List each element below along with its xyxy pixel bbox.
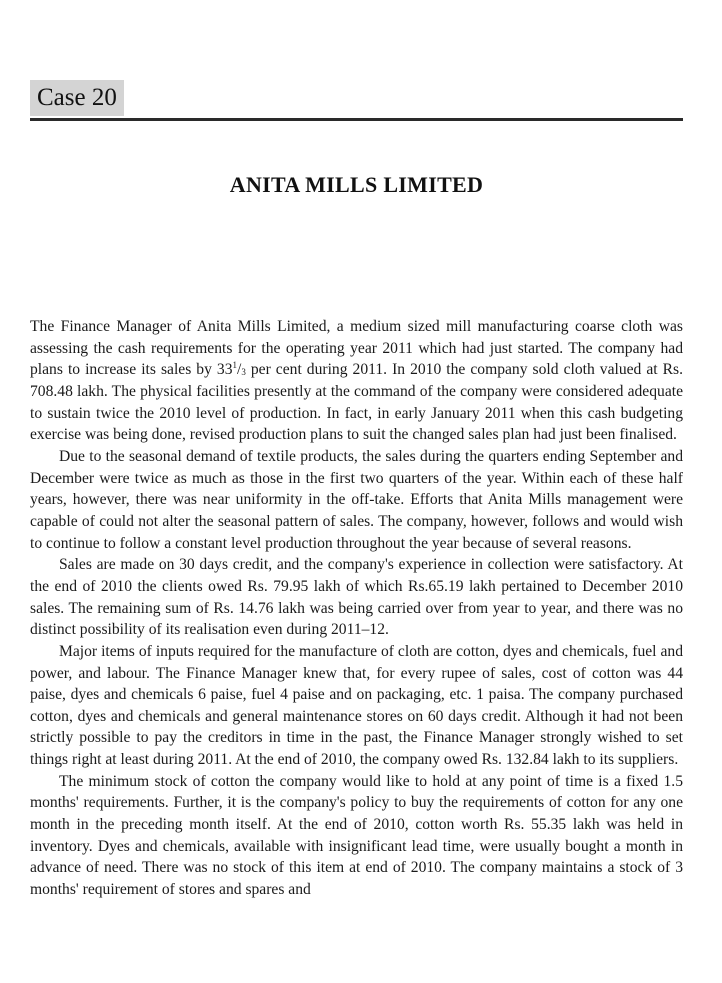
case-title: ANITA MILLS LIMITED xyxy=(229,172,484,197)
fraction-numerator: 1 xyxy=(232,360,237,371)
paragraph-5: The minimum stock of cotton the company would like to hold at any point of time is a fixed 1.5 months' requirements. Further, it is the company's policy to buy the requirements of cotton for any one month in the preceding month itself. At the end of 2010, cotton worth Rs. 55.35 lakh was held in inventory. Dyes and chemicals, available with insignificant lead time, were usually bought a month in advance of need. There was no stock of this item at end of 2010. The company maintains a stock of 3 months' requirement of stores and spares and xyxy=(30,772,683,899)
paragraph-4: Major items of inputs required for the manufacture of cloth are cotton, dyes and chemicals, fuel and power, and labour. The Finance Manager knew that, for every rupee of sales, cost of cotton was 44 paise, dyes and chemicals 6 paise, fuel 4 paise and on packaging, etc. 1 paisa. The company purchased cotton, dyes and chemicals and general maintenance stores on 60 days credit. Although it had not been strictly possible to pay the creditors in time in the past, the Finance Manager strongly wished to set things right at least during 2011. At the end of 2010, the company owed Rs. 132.84 lakh to its suppliers. xyxy=(30,642,683,769)
paragraph-2: Due to the seasonal demand of textile products, the sales during the quarters ending September and December were twice as much as those in the first two quarters of the year. Within each of these half years, however, there was near uniformity in the off-take. Efforts that Anita Mills management were capable of could not alter the seasonal pattern of sales. The company, however, follows and would wish to continue to follow a constant level production throughout the year because of several reasons. xyxy=(30,447,683,552)
paragraph-3: Sales are made on 30 days credit, and the company's experience in collection were satisfactory. At the end of 2010 the clients owed Rs. 79.95 lakh of which Rs.65.19 lakh pertained to December 2010 sales. The remaining sum of Rs. 14.76 lakh was being carried over from year to year, and there was no distinct possibility of its realisation even during 2011–12. xyxy=(30,556,683,639)
case-body xyxy=(30,316,683,901)
fraction-denominator: 3 xyxy=(241,367,246,378)
paragraph-1: The Finance Manager of Anita Mills Limited, a medium sized mill manufacturing coarse cloth was assessing the cash requirements for the operating year 2011 which had just started. The company had plans to increase its sales by $33^1/_3$ per cent during 2011. In 2010 the company sold cloth valued at Rs. 708.48 lakh. The physical facilities presently at the command of the company were considered adequate to sustain twice the 2010 level of production. In fact, in early January 2011 when this cash budgeting exercise was being done, revised production plans to suit the changed sales plan had just been finalised. xyxy=(30,318,683,444)
case-label: Case 20 xyxy=(30,80,124,116)
paragraph-1-text-start: The Finance Manager of Anita Mills Limited, a medium sized mill manufacturing coarse cloth was assessing the cash requirements for the operating year 2011 which had just started. The company had plans to increase its sales by 33 xyxy=(30,318,683,379)
paragraph-1-text-end: per cent during 2011. In 2010 the company sold cloth valued at Rs. 708.48 lakh. The physical facilities presently at the command of the company were considered adequate to sustain twice the 2010 level of production. In fact, in early January 2011 when this cash budgeting exercise was being done, revised production plans to suit the changed sales plan had just been finalised. xyxy=(30,361,683,444)
header-rule xyxy=(30,118,683,121)
